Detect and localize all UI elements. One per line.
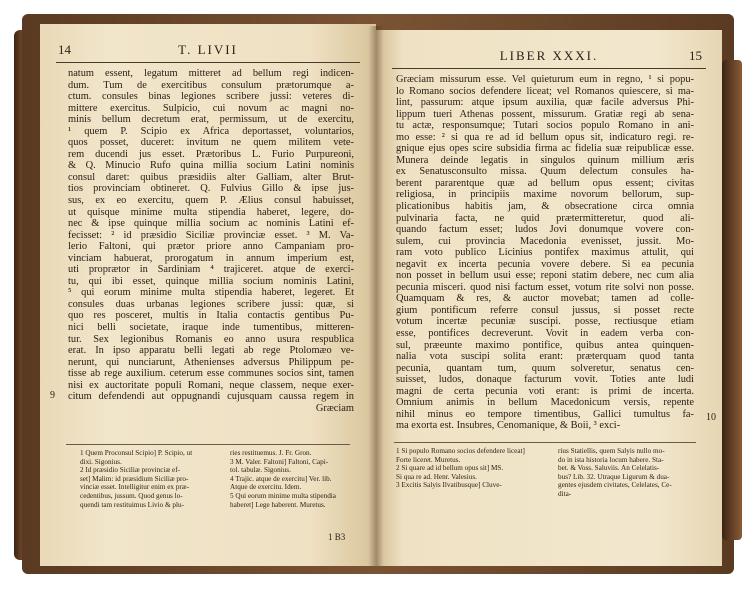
text-line: 3 M. Valer. Faltoni] Faltoni, Capi- — [230, 457, 329, 466]
text-line: & Q. Minucio Rufo quina millia socium Latini nominis — [68, 160, 354, 172]
right-page-header — [376, 48, 722, 66]
text-line: pulvinaria facta, ne quid prætermitteretur, quod ali- — [396, 212, 694, 224]
text-line: tol. tabulæ. Sigonius. — [230, 466, 291, 475]
header-rule — [392, 68, 706, 69]
text-line: ma exorta est. Insubres, Cenomanique, & Boii, ³ exci- — [396, 420, 621, 432]
right-footnotes-column-2 — [558, 447, 694, 499]
left-running-head: T. LIVII — [178, 42, 238, 57]
header-rule — [56, 62, 360, 63]
text-line: 5 Qui eorum minime multa stipendia — [230, 491, 336, 500]
left-page-number: 14 — [58, 42, 71, 57]
left-page — [40, 24, 376, 566]
text-line: natum essent, legatum mitteret ad bellum regi indicen- — [68, 68, 354, 79]
text-line: tur. Sex legionibus Romanis eo anno usura respublica — [68, 333, 354, 345]
left-catchword: 1 B3 — [328, 532, 346, 542]
text-line: tisse ab rege auxilium. ceterum esse communes socios sint, tamen — [68, 368, 354, 380]
text-line: Græciam missurum esse. Vel quieturum eum in regno, ¹ si popu- — [396, 74, 694, 85]
text-line: sulem, cui provincia Macedonia evenisset, jussit. Mo- — [396, 235, 694, 247]
text-line: Atque de exercitu. Idem. — [230, 483, 302, 492]
text-line: ex Senatusconsulto missa. Quum delectum consules ha- — [396, 166, 694, 178]
text-line: Forte liceret. Muretus. — [396, 455, 461, 464]
text-line: consul daret: quibus præsidiis alter Galliam, alter Brut- — [68, 171, 354, 183]
left-footnotes-column-1 — [80, 449, 226, 509]
text-line: lo Romano socios defendere liceat; vel Romanos quiescere, si ma- — [396, 85, 694, 97]
left-footnotes-column-2 — [230, 449, 356, 509]
text-line: vinciæ esset. Intelligitur enim ex præ- — [80, 483, 189, 492]
text-line: berent pararentque quæ ad bellum opus essent; civitas — [396, 177, 694, 189]
text-line: Græciam — [315, 402, 354, 414]
text-line: gentes ejusdem civitates, Celelates, Ce- — [558, 481, 672, 490]
text-line: minis bellum decretum erat, permissum, ut de exercitu, — [68, 114, 354, 126]
text-line: ut quisque minime multa stipendia haberet, legere, do- — [68, 206, 354, 218]
text-line: cedentibus, jussum. Quod genus lo- — [80, 491, 183, 500]
text-line: negavit ex incerta pecunia vovere debere. Si ea pecunia — [396, 258, 694, 270]
text-line: votum incertæ pecuniæ suscipi. posse, rectiusque etiam — [396, 316, 694, 328]
text-line: tu, qui ibi esset, quinque millia socium nominis Latini, — [68, 275, 354, 287]
text-line: pecunia, quantam tum, quum solveretur, senatus cen- — [396, 362, 694, 374]
text-line: quendi tam restituimus Livio & plu- — [80, 500, 185, 509]
text-line: magni de certa pecunia voti erant: is primi de incerta. — [396, 385, 694, 397]
text-line: 4 Trajic. atque de exercitu] Ver. lib. — [230, 474, 332, 483]
text-line: ctum. consules binas legiones scribere jussi: veteres di- — [68, 91, 354, 103]
footnote-rule — [394, 442, 696, 443]
text-line: bet. & Voss. Saluviis. An Celelatis- — [558, 464, 660, 473]
text-line: ram voto publico Licinius pontifex maximus attulit, qui — [396, 247, 694, 259]
text-line: erat. In ipso apparatu belli legati ab rege Ptolomæo ve- — [68, 345, 354, 357]
text-line: tios provinciam obtineret. Q. Fulvius Gillo & ipse jus- — [68, 183, 354, 195]
text-line: rius Statiellis, quem Salyis nullo mo- — [558, 447, 665, 455]
text-line: Quamquam & res, & auctor movebat; tamen ad colle- — [396, 293, 694, 305]
text-line: set] Malim: id præsidium Siciliæ pro- — [80, 474, 189, 483]
text-line: quo res posceret, multis in Italia contactis gentibus Pu- — [68, 310, 354, 322]
text-line: Si qua re ad. Henr. Valesius. — [396, 472, 477, 481]
text-line: bus? Lib. 32. Utraque Ligurum & dua- — [558, 472, 670, 481]
text-line: ¹ quem P. Scipio ex Africa deportasset, voluntarios, — [68, 125, 354, 137]
right-running-head: LIBER XXXI. — [499, 48, 599, 63]
left-margin-number: 9 — [50, 390, 55, 401]
text-line: haberet] Lege haberent. Muretus. — [230, 500, 326, 509]
text-line: non posset in bellum usui esse; reponi statim debere, nec cum alia — [396, 270, 694, 282]
text-line: consules duas urbanas legiones scribere jussi: quæ, si — [68, 298, 354, 310]
text-line: dum. Tum de exercitibus consulum prætorumque a- — [68, 79, 354, 91]
text-line: citum defendendi aut oppugnandi cujusquam caussa regem in — [68, 391, 354, 403]
text-line: ⁵ qui eorum minime multa stipendia haberet, legeret. Et — [68, 287, 354, 299]
text-line: gium pontificum referre consul jussus, si posset recte — [396, 304, 694, 316]
text-line: nerunt, qui nunciarunt, Athenienses adversus Philippum pe- — [68, 356, 354, 368]
text-line: esse, pontifices decreverunt. Vovit in eadem verba con- — [396, 328, 694, 340]
book-edge-right — [722, 60, 742, 540]
text-line: nalia vota suscipi solita erant: præterquam quod tanta — [396, 351, 694, 363]
text-line: do in ista historia locum habere. Sta- — [558, 455, 664, 464]
text-line: 1 Si populo Romano socios defendere liceat] — [396, 447, 525, 455]
text-line: mittere exercitus. Sulpicio, cui novum ac magni no- — [68, 102, 354, 114]
text-line: sul, præeunte maximo pontifice, quibus antea quinquen- — [396, 339, 694, 351]
text-line: plicationibus habitis jam, & obsecratione circa omnia — [396, 201, 694, 213]
text-line: lippum tueri Athenas possent, missurum. Gratiæ regi ab sena- — [396, 108, 694, 120]
text-line: quos posset, duceret: invitum ne quem militem vete- — [68, 137, 354, 149]
text-line: 2 Si quare ad id bellum opus sit] MS. — [396, 464, 504, 473]
text-line: pecunia misceri. quod nisi factum esset, votum rite solvi non posse. — [396, 281, 694, 293]
text-line: religiosa, in principiis maxime novorum bellorum, sup- — [396, 189, 694, 201]
right-page-number: 15 — [689, 48, 702, 63]
text-line: sus, ex eo exercitu, quem P. Ælius consul habuisset, — [68, 195, 354, 207]
text-line: nec & ipse quinque millia socium ac nominis Latini ef- — [68, 218, 354, 230]
text-line: lerio Faltoni, qui prætor priore anno Campaniam pro- — [68, 241, 354, 253]
text-line: Munera deinde legatis in singulos quinum millium æris — [396, 154, 694, 166]
text-line: tu actæ, responsumque; Tutari socios populo Romano in ani- — [396, 120, 694, 132]
footnote-rule — [66, 444, 350, 445]
text-line: mo esse: ² si qua re ad id bellum opus sit, indicaturo regi. re- — [396, 131, 694, 143]
right-footnotes-column-1 — [396, 447, 552, 490]
text-line: Omnium animis in bellum Macedonicum versis, repente — [396, 397, 694, 409]
text-line: 2 Id præsidio Siciliæ provinciæ ef- — [80, 466, 181, 475]
text-line: fecisset: ² id præsidio Siciliæ provinciæ esset. ³ M. Va- — [68, 229, 354, 241]
text-line: ries restituemus. J. Fr. Gron. — [230, 449, 312, 457]
right-page — [376, 30, 722, 566]
text-line: suisset, ludos, donaque facturum vovit. Toties ante ludi — [396, 374, 694, 386]
right-page-text — [396, 74, 694, 432]
text-line: rem ducendi jus esset. Prætoribus L. Furio Purpureoni, — [68, 148, 354, 160]
text-line: gnique ejus opes scire subsidia firma ac fidelia suæ reipublicæ esse. — [396, 143, 694, 155]
text-line: nici belli societate, iraque inde tumentibus, mitteren- — [68, 322, 354, 334]
text-line: dixi. Sigonius. — [80, 457, 122, 466]
text-line: nihil minus eo tempore timentibus, Gallici tumultus fa- — [396, 408, 694, 420]
text-line: lint, passurum: atque ipsum auxilia, quæ facile adversus Phi- — [396, 97, 694, 109]
text-line: vinciam habuerat, prorogatum in annum imperium est, — [68, 252, 354, 264]
text-line: dita- — [558, 489, 572, 498]
book-gutter — [368, 26, 384, 566]
left-page-header — [40, 42, 376, 60]
text-line: quando factum esset; ludos Jovi donumque vovere con- — [396, 224, 694, 236]
right-margin-number: 10 — [706, 412, 716, 423]
text-line: 3 Excitis Salyis Ilvatibusque] Cluve- — [396, 481, 502, 490]
text-line: nisi ex auctoritate populi Romani, neque classem, neque exer- — [68, 379, 354, 391]
left-page-text — [68, 68, 354, 414]
text-line: uti proprætor in Sardiniam ⁴ trajiceret. atque de exerci- — [68, 264, 354, 276]
text-line: 1 Quem Proconsul Scipio] P. Scipio, ut — [80, 449, 193, 457]
